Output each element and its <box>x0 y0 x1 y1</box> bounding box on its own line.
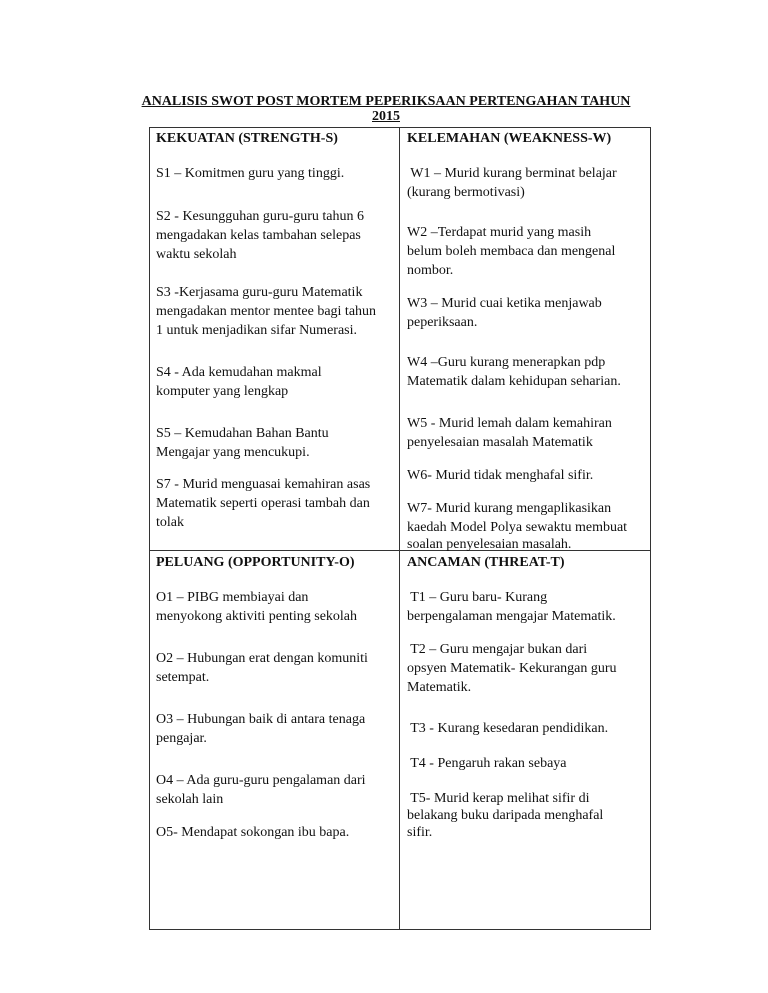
weakness-item-w5-line-1: W5 - Murid lemah dalam kemahiran <box>407 416 612 431</box>
weakness-item-w4-line-1: W4 –Guru kurang menerapkan pdp <box>407 355 606 370</box>
threat-item-t1-line-2: berpengalaman mengajar Matematik. <box>407 609 616 624</box>
strength-item-s1-line-1: S1 – Komitmen guru yang tinggi. <box>156 166 345 181</box>
threat-item-t4-line-1: T4 - Pengaruh rakan sebaya <box>407 756 567 771</box>
weakness-item-w3-line-2: peperiksaan. <box>407 315 478 330</box>
strength-item-s7-line-3: tolak <box>156 515 184 530</box>
row-divider <box>149 550 651 551</box>
strength-item-s4-line-2: komputer yang lengkap <box>156 384 289 399</box>
strength-item-s5-line-2: Mengajar yang mencukupi. <box>156 445 310 460</box>
threat-item-t5-line-2: belakang buku daripada menghafal <box>407 808 604 823</box>
strength-item-s5-line-1: S5 – Kemudahan Bahan Bantu <box>156 426 329 441</box>
threat-item-t2-line-2: opsyen Matematik- Kekurangan guru <box>407 661 617 676</box>
strength-item-s3-line-2: mengadakan mentor mentee bagi tahun <box>156 304 377 319</box>
strengths-header: KEKUATAN (STRENGTH-S) <box>156 131 338 146</box>
opportunity-item-o1-line-2: menyokong aktiviti penting sekolah <box>156 609 358 624</box>
threats-header: ANCAMAN (THREAT-T) <box>407 555 565 570</box>
opportunity-item-o3-line-2: pengajar. <box>156 731 207 746</box>
column-divider <box>399 127 400 930</box>
strength-item-s2-line-1: S2 - Kesungguhan guru-guru tahun 6 <box>156 209 365 224</box>
weakness-item-w2-line-2: belum boleh membaca dan mengenal <box>407 244 616 259</box>
weakness-item-w7-line-3: soalan penyelesaian masalah. <box>407 537 572 552</box>
strength-item-s7-line-1: S7 - Murid menguasai kemahiran asas <box>156 477 371 492</box>
weakness-item-w7-line-2: kaedah Model Polya sewaktu membuat <box>407 520 628 535</box>
strength-item-s7-line-2: Matematik seperti operasi tambah dan <box>156 496 370 511</box>
document-title-line-1: ANALISIS SWOT POST MORTEM PEPERIKSAAN PERTENGAHAN TAHUN <box>141 94 631 109</box>
weakness-item-w6-line-1: W6- Murid tidak menghafal sifir. <box>407 468 594 483</box>
weakness-item-w1-line-1: W1 – Murid kurang berminat belajar <box>407 166 617 181</box>
weakness-item-w4-line-2: Matematik dalam kehidupan seharian. <box>407 374 621 389</box>
opportunity-item-o3-line-1: O3 – Hubungan baik di antara tenaga <box>156 712 366 727</box>
document-title-line-2: 2015 <box>372 109 400 124</box>
weakness-item-w7-line-1: W7- Murid kurang mengaplikasikan <box>407 501 612 516</box>
weakness-item-w3-line-1: W3 – Murid cuai ketika menjawab <box>407 296 602 311</box>
opportunities-header: PELUANG (OPPORTUNITY-O) <box>156 555 355 570</box>
weaknesses-header: KELEMAHAN (WEAKNESS-W) <box>407 131 612 146</box>
threat-item-t2-line-1: T2 – Guru mengajar bukan dari <box>407 642 588 657</box>
threat-item-t1-line-1: T1 – Guru baru- Kurang <box>407 590 548 605</box>
opportunity-item-o2-line-1: O2 – Hubungan erat dengan komuniti <box>156 651 368 666</box>
strength-item-s2-line-3: waktu sekolah <box>156 247 237 262</box>
threat-item-t3-line-1: T3 - Kurang kesedaran pendidikan. <box>407 721 609 736</box>
threat-item-t5-line-1: T5- Murid kerap melihat sifir di <box>407 791 590 806</box>
threat-item-t5-line-3: sifir. <box>407 825 433 840</box>
opportunity-item-o2-line-2: setempat. <box>156 670 210 685</box>
weakness-item-w2-line-3: nombor. <box>407 263 454 278</box>
opportunity-item-o4-line-2: sekolah lain <box>156 792 224 807</box>
opportunity-item-o1-line-1: O1 – PIBG membiayai dan <box>156 590 309 605</box>
strength-item-s2-line-2: mengadakan kelas tambahan selepas <box>156 228 361 243</box>
opportunity-item-o5-line-1: O5- Mendapat sokongan ibu bapa. <box>156 825 350 840</box>
threat-item-t2-line-3: Matematik. <box>407 680 472 695</box>
weakness-item-w5-line-2: penyelesaian masalah Matematik <box>407 435 593 450</box>
weakness-item-w2-line-1: W2 –Terdapat murid yang masih <box>407 225 592 240</box>
opportunity-item-o4-line-1: O4 – Ada guru-guru pengalaman dari <box>156 773 366 788</box>
strength-item-s3-line-3: 1 untuk menjadikan sifar Numerasi. <box>156 323 358 338</box>
strength-item-s3-line-1: S3 -Kerjasama guru-guru Matematik <box>156 285 363 300</box>
strength-item-s4-line-1: S4 - Ada kemudahan makmal <box>156 365 322 380</box>
document-title <box>120 94 652 124</box>
weakness-item-w1-line-2: (kurang bermotivasi) <box>407 185 525 200</box>
